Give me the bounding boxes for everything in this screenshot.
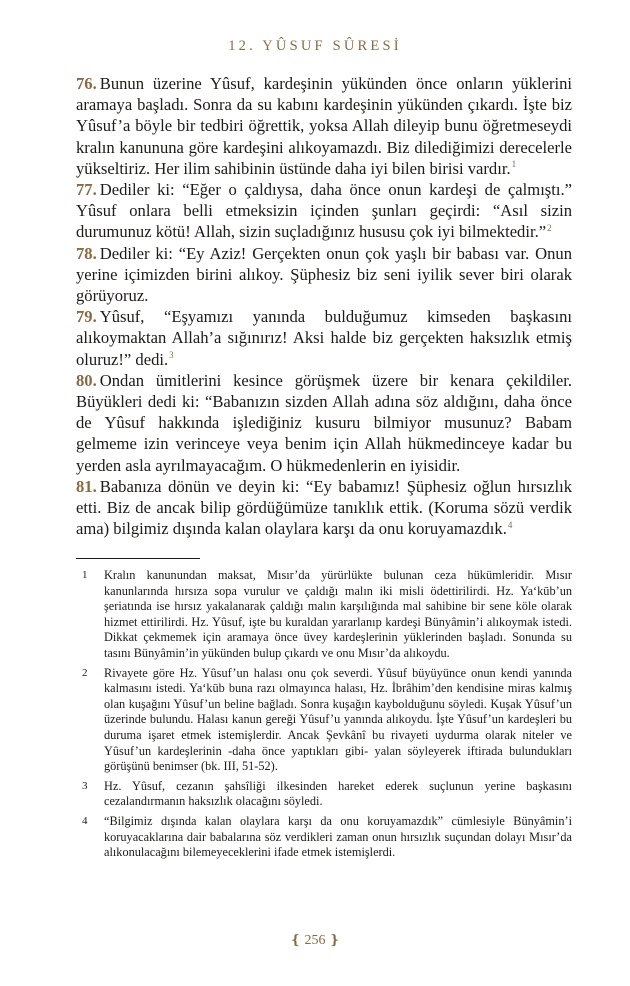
footnotes [76, 568, 572, 865]
footnote-ref[interactable]: 3 [169, 350, 174, 361]
footnote-number: 3 [82, 779, 88, 792]
verse-text: Yûsuf, “Eşyamızı yanında bulduğumuz kimseden başkasını alıkoymaktan Allah’a sığınırız! Aksi halde biz gerçekten haksızlık etmiş oluruz!” dedi. [76, 307, 572, 369]
verse-76 [76, 73, 572, 179]
verse-number: 79. [76, 307, 97, 327]
footnote-3 [76, 779, 572, 810]
verse-80 [76, 370, 572, 476]
verse-body [76, 73, 572, 539]
verse-text: Babanıza dönün ve deyin ki: “Ey babamız! Şüphesiz oğlun hırsızlık etti. Biz de ancak bilip gördüğümüze tanıklık ettik. (Koruma sözü verdik ama) bilgimiz dışında kalan olaylara karşı da onu koruyamazdık. [76, 476, 572, 539]
verse-text: Dediler ki: “Eğer o çaldıysa, daha önce onun kardeşi de çalmıştı.” Yûsuf onlara belli etmeksizin içinden şunları geçirdi: “Asıl sizin durumunuz kötü! Allah, sizin suçladığınız hususu çok iyi bilmektedir.” [76, 180, 572, 242]
verse-number: 80. [76, 370, 97, 390]
footnote-number: 1 [82, 569, 88, 581]
left-ornament-icon: ❴ [290, 932, 301, 947]
footnote-2 [76, 666, 572, 775]
verse-text: Dediler ki: “Ey Aziz! Gerçekten onun çok yaşlı bir babası var. Onun yerine içimizden birini alıkoy. Şüphesiz biz seni iyilik sever biri olarak görüyoruz. [76, 243, 572, 306]
footnote-number: 4 [82, 814, 88, 827]
verse-81 [76, 476, 572, 540]
footnote-text: Kralın kanunundan maksat, Mısır’da yürürlükte bulunan ceza hükümleridir. Mısır kanunlarında hırsıza sopa vurulur ve çaldığı malın iki misli ödettirilirdi. Hz. Ya‘kūb’un şeriatında ise hırsız yakalanarak çaldığı malın karşılığında mal sahibine bir sene köle olarak hizmet ettirilirdi. Hz. Yûsuf, işte bu kuraldan yararlanıp kardeşi Bünyâmin’i alıkoymak istedi. Dikkat çekmemek için aramaya önce üvey kardeşlerinin yüklerinden başladı. Sonunda su tasını Bünyâmin’in yükünden bulup çıkardı ve onu Mısır’da alıkoydu. [104, 568, 572, 660]
footnote-4 [76, 814, 572, 861]
verse-text: Bunun üzerine Yûsuf, kardeşinin yükünden önce onların yüklerini aramaya başladı. Sonra da su kabını kardeşinin yükünden çıkardı. İşte biz Yûsuf’a böyle bir tedbiri öğrettik, yoksa Allah dileyip bunu öğretmeseydi kralın kanununa göre kardeşini alıkoyamazdı. Biz dilediğimizi derecelerle yükseltiriz. Her ilim sahibinin üstünde daha iyi bilen birisi vardır. [76, 74, 572, 178]
verse-number: 76. [76, 74, 97, 93]
verse-number: 77. [76, 180, 97, 200]
verse-77 [76, 179, 572, 243]
footnote-text: “Bilgimiz dışında kalan olaylara karşı da onu koruyamazdık” cümlesiyle Bünyâmin’i koruyacaklarına dair babalarına söz verdikleri zaman onun hırsızlık suçundan dolayı Mısır’da alıkonulacağını bilemeyeceklerini ifade etmek istemişlerdi. [104, 813, 572, 860]
footnote-1 [76, 568, 572, 662]
footnote-text: Rivayete göre Hz. Yûsuf’un halası onu çok severdi. Yûsuf büyüyünce onun kendi yanında kalmasını istedi. Ya‘kūb buna razı olmayınca halası, Hz. İbrâhim’den kendisine miras kalmış olan kuşağını Yûsuf’un beline bağladı. Sonra kuşağın kaybolduğunu söyledi. Kuşak Yûsuf’un üzerinde bulundu. Halası kanun gereği Yûsuf’u yanında alıkoydu. İşte Yûsuf’un kardeşleri bu duruma işaret etmek istemişlerdir. Ancak Şevkânî bu rivayeti uydurma olarak niteler ve Yûsuf’un kardeşlerinin -daha önce yaptıkları gibi- yalan söyleyerek iftirada bulundukları görüşünü benimser (bk. III, 51-52). [104, 665, 572, 774]
footnote-ref[interactable]: 2 [547, 222, 552, 233]
footnote-ref[interactable]: 4 [507, 519, 513, 530]
page-footer [0, 932, 630, 949]
footnote-divider [76, 558, 200, 559]
running-header: 12. YÛSUF SÛRESİ [228, 38, 402, 54]
footnote-number: 2 [82, 666, 88, 679]
page-number: 256 [304, 933, 326, 948]
verse-number: 81. [76, 476, 97, 496]
verse-number: 78. [76, 243, 97, 263]
verse-79 [76, 306, 572, 370]
verse-78 [76, 243, 572, 307]
right-ornament-icon: ❵ [329, 932, 340, 947]
footnote-text: Hz. Yûsuf, cezanın şahsîliği ilkesinden hareket ederek suçlunun yerine başkasını cezalandırmanın haksızlık olacağını söyledi. [104, 778, 572, 809]
footnote-ref[interactable]: 1 [511, 159, 517, 170]
verse-text: Ondan ümitlerini kesince görüşmek üzere bir kenara çekildiler. Büyükleri dedi ki: “Babanızın sizden Allah adına söz aldığını, daha önce de Yûsuf hakkında işlediğiniz kusuru bilmiyor musunuz? Babam gelmeme izin verinceye veya benim için Allah hükmedinceye kadar bu yerden asla ayrılmayacağım. O hükmedenlerin en iyisidir. [76, 370, 572, 475]
